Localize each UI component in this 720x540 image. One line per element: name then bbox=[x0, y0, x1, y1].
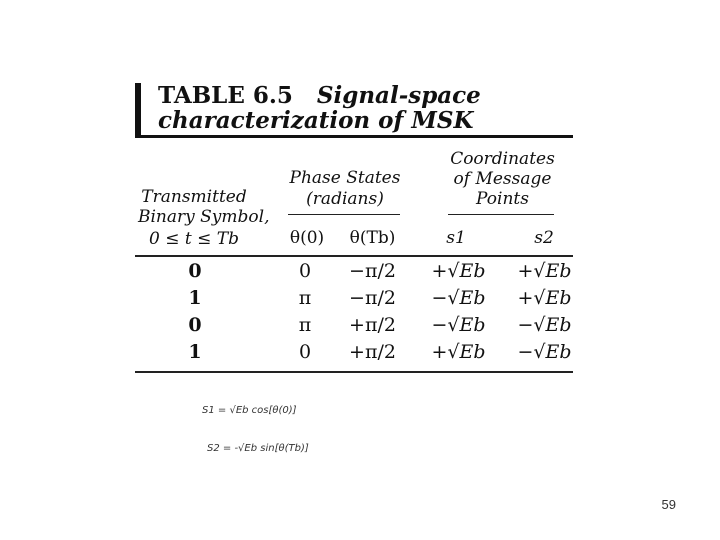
cell-theta0: π bbox=[298, 287, 312, 309]
table-caption-line2: characterization of MSK bbox=[158, 107, 474, 134]
cell-s2: −√Eb bbox=[517, 314, 572, 336]
page-number: 59 bbox=[661, 497, 676, 512]
header-phase-2: (radians) bbox=[306, 189, 384, 209]
header-coord-3: Points bbox=[476, 189, 529, 209]
cell-theta0: π bbox=[298, 314, 312, 336]
subheader-theta0: θ(0) bbox=[289, 228, 325, 248]
cell-theta0: 0 bbox=[298, 341, 312, 363]
table-caption-line1: Signal-space bbox=[316, 82, 481, 109]
cell-thetaTb: −π/2 bbox=[349, 287, 396, 309]
cell-s1: −√Eb bbox=[431, 287, 486, 309]
header-coord-1: Coordinates bbox=[450, 149, 555, 169]
cell-thetaTb: −π/2 bbox=[349, 260, 396, 282]
coord-underline bbox=[448, 214, 554, 215]
cell-s2: +√Eb bbox=[517, 260, 572, 282]
cell-theta0: 0 bbox=[298, 260, 312, 282]
header-coord-2: of Message bbox=[453, 169, 552, 189]
subheader-s1: s1 bbox=[446, 228, 466, 248]
header-transmitted-2: Binary Symbol, bbox=[138, 207, 270, 227]
cell-s1: +√Eb bbox=[431, 341, 486, 363]
cell-s2: +√Eb bbox=[517, 287, 572, 309]
cell-s2: −√Eb bbox=[517, 341, 572, 363]
header-rule bbox=[135, 255, 573, 257]
cell-symbol: 0 bbox=[188, 314, 202, 336]
cell-thetaTb: +π/2 bbox=[349, 341, 396, 363]
cell-symbol: 1 bbox=[188, 287, 202, 309]
subheader-thetaTb: θ(Tb) bbox=[349, 228, 396, 248]
subheader-s2: s2 bbox=[534, 228, 554, 248]
bottom-rule bbox=[135, 371, 573, 373]
top-rule bbox=[135, 135, 573, 138]
phase-underline bbox=[288, 214, 400, 215]
handwritten-note: S1 = √Eb cos[θ(0)] bbox=[202, 405, 297, 416]
table-number: TABLE 6.5 bbox=[158, 82, 293, 109]
cell-symbol: 1 bbox=[188, 341, 202, 363]
handwritten-note: S2 = -√Eb sin[θ(Tb)] bbox=[207, 443, 309, 454]
table-title-line1 bbox=[158, 82, 481, 109]
cell-thetaTb: +π/2 bbox=[349, 314, 396, 336]
cell-symbol: 0 bbox=[188, 260, 202, 282]
cell-s1: +√Eb bbox=[431, 260, 486, 282]
header-transmitted-3: 0 ≤ t ≤ Tb bbox=[149, 229, 239, 249]
cell-s1: −√Eb bbox=[431, 314, 486, 336]
header-phase-1: Phase States bbox=[289, 168, 401, 188]
header-transmitted-1: Transmitted bbox=[141, 187, 247, 207]
title-bar bbox=[135, 83, 141, 135]
